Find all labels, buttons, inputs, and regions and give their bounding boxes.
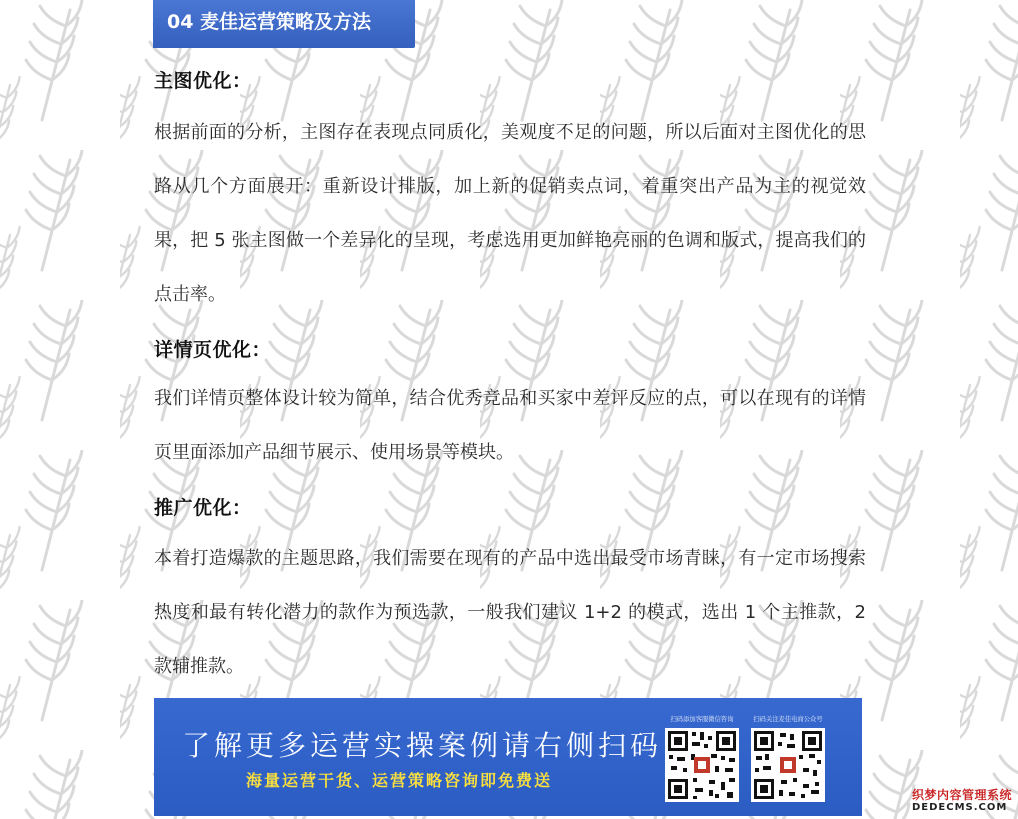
qr-caption-wechat: 扫码添加客服微信咨询 xyxy=(670,715,734,723)
qr-block-wechat[interactable] xyxy=(662,714,742,802)
banner-subtitle: 海量运营干货、运营策略咨询即免费送 xyxy=(246,771,553,790)
banner-title: 了解更多运营实操案例请右侧扫码 xyxy=(182,729,663,762)
qr-caption-official-account: 扫码关注麦佳电商公众号 xyxy=(753,715,823,723)
qr-block-official-account[interactable] xyxy=(748,714,828,802)
watermark-domain: DEDECMS.COM xyxy=(911,802,1008,813)
section-tab-label: 04 麦佳运营策略及方法 xyxy=(167,11,372,33)
watermark-title: 织梦内容管理系统 xyxy=(911,787,1012,802)
promotion-heading: 推广优化： xyxy=(154,497,252,519)
promotion-paragraph: 本着打造爆款的主题思路，我们需要在现有的产品中选出最受市场青睐，有一定市场搜索热度和最有转化潜力的款作为预选款，一般我们建议 1+2 的模式，选出 1 个主推款，2 款辅推款。 xyxy=(154,548,866,677)
section-tab xyxy=(153,0,415,48)
detail-page-heading: 详情页优化： xyxy=(154,339,272,361)
detail-page-paragraph: 我们详情页整体设计较为简单，结合优秀竞品和买家中差评反应的点，可以在现有的详情页里面添加产品细节展示、使用场景等模块。 xyxy=(154,388,866,463)
main-image-heading: 主图优化： xyxy=(154,70,252,92)
site-watermark xyxy=(912,789,1012,813)
qr-code-icon[interactable] xyxy=(665,728,739,802)
main-image-paragraph: 根据前面的分析，主图存在表现点同质化，美观度不足的问题，所以后面对主图优化的思路从几个方面展开：重新设计排版，加上新的促销卖点词，着重突出产品为主的视觉效果，把 5 张主图做一个差异化的呈现，考虑选用更加鲜艳亮丽的色调和版式，提高我们的点击率。 xyxy=(154,122,866,305)
qr-code-icon[interactable] xyxy=(751,728,825,802)
consult-banner[interactable] xyxy=(154,698,862,816)
